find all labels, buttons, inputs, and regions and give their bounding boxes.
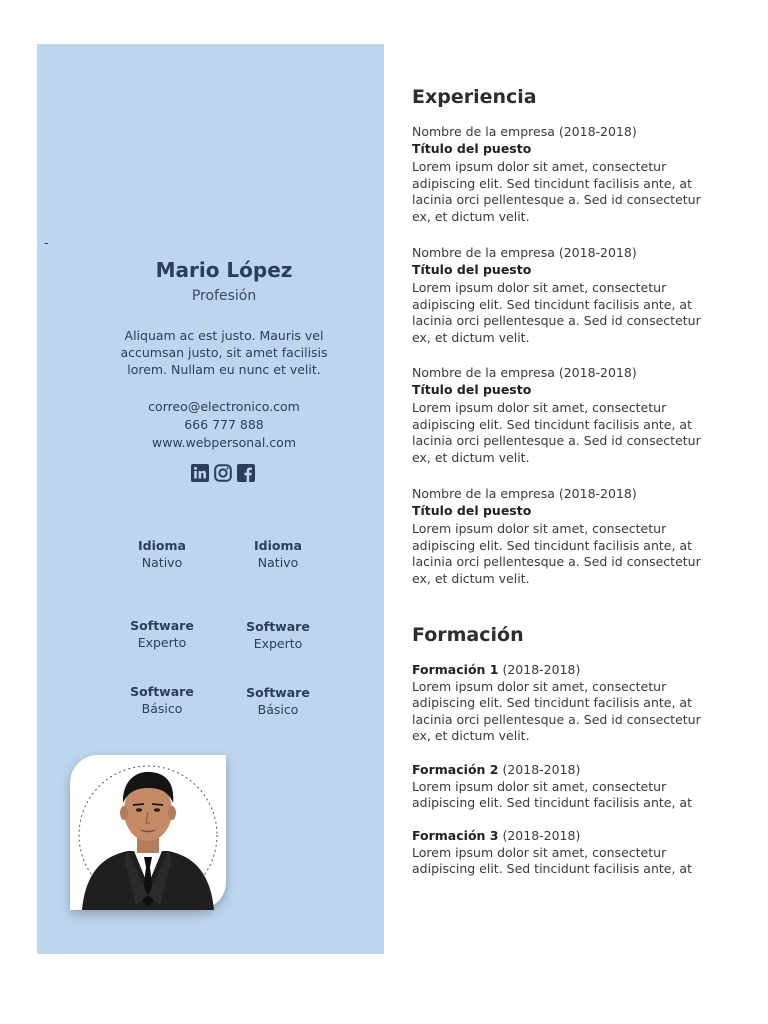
education-entry [412, 762, 702, 812]
skill-level: Experto [137, 635, 187, 650]
skill-level: Nativo [141, 555, 183, 570]
instagram-icon[interactable] [213, 463, 232, 482]
company-line: Nombre de la empresa (2018-2018) [412, 124, 637, 139]
education-years: (2018-2018) [498, 828, 581, 843]
education-description: Lorem ipsum dolor sit amet, consectetur adipiscing elit. Sed tincidunt facilisis ante, at [412, 778, 692, 810]
job-title: Título del puesto [412, 502, 532, 518]
skill-level: Nativo [257, 555, 299, 570]
education-title: Formación 1 [412, 662, 499, 677]
company-line: Nombre de la empresa (2018-2018) [412, 486, 637, 501]
job-description: Lorem ipsum dolor sit amet, consectetur adipiscing elit. Sed tincidunt facilisis ante, at lacinia orci pellentesque a. Sed id consectetur ex, et dictum velit. [412, 280, 701, 345]
job-title: Título del puesto [412, 381, 532, 397]
skill-level: Experto [253, 636, 303, 651]
experience-heading: Experiencia [412, 86, 537, 108]
education-description: Lorem ipsum dolor sit amet, consectetur adipiscing elit. Sed tincidunt facilisis ante, at lacinia orci pellentesque a. Sed id consectetur ex, et dictum velit. [412, 678, 701, 743]
contact-website[interactable]: www.webpersonal.com [152, 435, 296, 450]
job-description: Lorem ipsum dolor sit amet, consectetur adipiscing elit. Sed tincidunt facilisis ante, at lacinia orci pellentesque a. Sed id consectetur ex, et dictum velit. [412, 400, 701, 465]
profile-summary: Aliquam ac est justo. Mauris vel accumsan justo, sit amet facilisis lorem. Nullam eu nunc et velit. [120, 328, 328, 377]
education-years: (2018-2018) [498, 762, 581, 777]
experience-entry [412, 124, 702, 225]
company-line: Nombre de la empresa (2018-2018) [412, 245, 637, 260]
skill-label: Idioma [138, 538, 186, 553]
skill-label: Software [246, 619, 310, 634]
skill-level: Básico [141, 701, 183, 716]
facebook-icon[interactable] [236, 463, 255, 482]
education-entry [412, 828, 702, 878]
experience-entry [412, 245, 702, 346]
linkedin-icon[interactable] [190, 463, 209, 482]
experience-entry [412, 365, 702, 466]
profile-photo [70, 755, 226, 910]
job-title: Título del puesto [412, 261, 532, 277]
job-description: Lorem ipsum dolor sit amet, consectetur adipiscing elit. Sed tincidunt facilisis ante, at lacinia orci pellentesque a. Sed id consectetur ex, et dictum velit. [412, 159, 701, 224]
skill-label: Software [246, 685, 310, 700]
person-profession: Profesión [191, 288, 257, 304]
company-line: Nombre de la empresa (2018-2018) [412, 365, 637, 380]
skill-item [102, 618, 222, 650]
portrait-illustration [70, 755, 226, 910]
skill-label: Software [130, 684, 194, 699]
skill-item [218, 685, 338, 717]
sidebar-dash: - [44, 236, 49, 250]
skill-item [102, 684, 222, 716]
contact-phone: 666 777 888 [184, 417, 264, 432]
social-links [190, 463, 255, 482]
skill-item [218, 538, 338, 570]
contact-email[interactable]: correo@electronico.com [148, 399, 300, 414]
experience-entry [412, 486, 702, 587]
skill-label: Idioma [254, 538, 302, 553]
education-heading: Formación [412, 624, 524, 646]
skill-level: Básico [257, 702, 299, 717]
education-years: (2018-2018) [498, 662, 581, 677]
skill-label: Software [130, 618, 194, 633]
job-title: Título del puesto [412, 140, 532, 156]
skill-item [102, 538, 222, 570]
education-entry [412, 662, 702, 745]
job-description: Lorem ipsum dolor sit amet, consectetur adipiscing elit. Sed tincidunt facilisis ante, at lacinia orci pellentesque a. Sed id consectetur ex, et dictum velit. [412, 521, 701, 586]
person-name: Mario López [155, 258, 293, 282]
skill-item [218, 619, 338, 651]
education-title: Formación 2 [412, 762, 499, 777]
education-description: Lorem ipsum dolor sit amet, consectetur adipiscing elit. Sed tincidunt facilisis ante, at [412, 844, 692, 876]
education-title: Formación 3 [412, 828, 499, 843]
